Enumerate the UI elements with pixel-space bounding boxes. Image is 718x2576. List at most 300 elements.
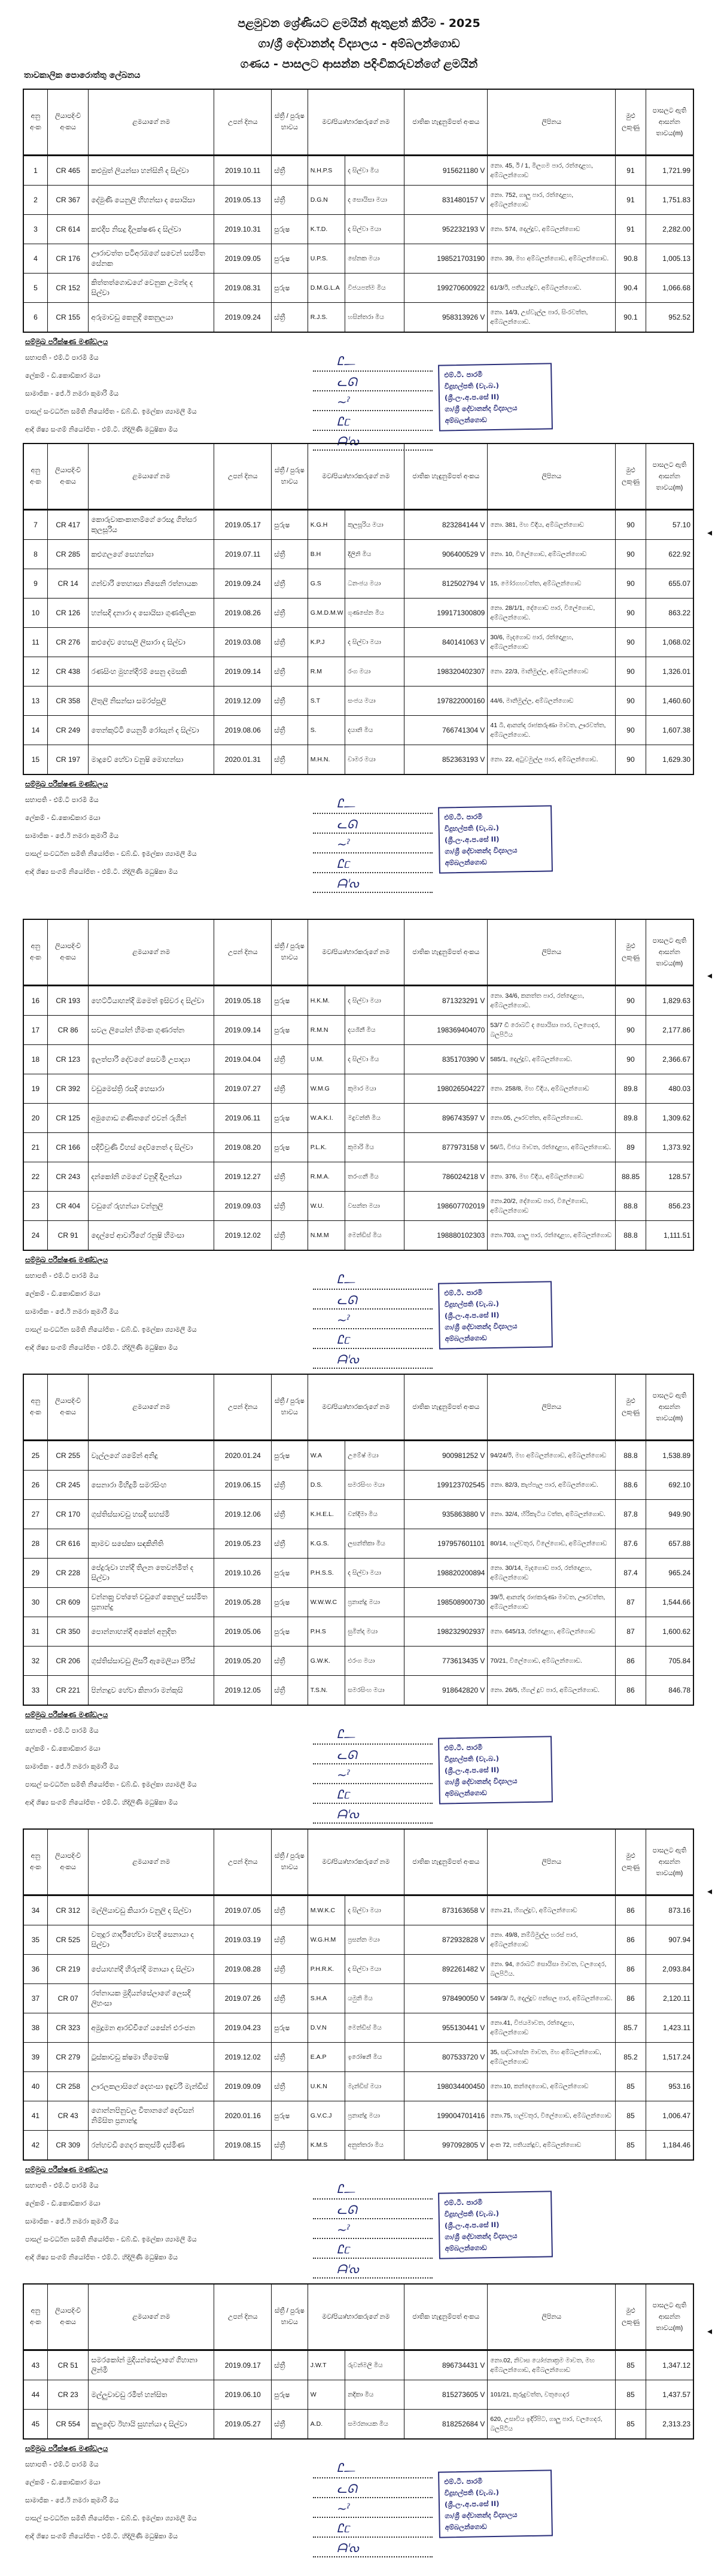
stamp-line: අම්බලන්ගොඩ — [445, 858, 487, 867]
child-name-cell: ගුස්තිස්සාවඩු ලිසරි ඇමෙලියා පීරිස් — [89, 1647, 214, 1676]
col-header-nic: ජාතික හැඳුනුම්පත් අංකය — [404, 443, 488, 510]
address-cell: නො.10, කන්දෙගොඩ, අම්බලන්ගොඩ — [488, 2072, 616, 2101]
parent-name-cell: ලසන්තිකා මිය — [345, 1529, 404, 1559]
col-header-gender: ස්ත්‍රී / පුරුෂ භාවය — [272, 1374, 308, 1441]
row-number-cell: 21 — [23, 1133, 47, 1162]
parent-name-cell: දයශිනී මිය — [345, 1016, 404, 1045]
distance-to-school-cell: 2,366.67 — [646, 1045, 693, 1074]
col-header-dob: උපන් දිනය — [214, 1374, 272, 1441]
table-header-row — [23, 919, 693, 986]
signature: Ꮭ᎗ — [337, 796, 355, 810]
margin-mark-icon: ◂ — [707, 1885, 713, 1897]
total-marks-cell: 90 — [616, 599, 646, 628]
gender-cell: ස්ත්‍රී — [272, 2350, 308, 2380]
distance-to-school-cell: 2,313.23 — [646, 2410, 693, 2440]
parent-name-cell: ද සිල්වා මයා — [345, 628, 404, 657]
total-marks-cell: 86 — [616, 1955, 646, 1984]
gender-cell: ස්ත්‍රී — [272, 1955, 308, 1984]
nic-number-cell: 871323291 V — [404, 986, 488, 1016]
stamp-line: එම්.ටී. පාරමී — [444, 1288, 483, 1298]
parent-initials-cell: S. — [308, 716, 345, 745]
committee-title: සම්මුඛ පරීක්ෂණ මණ්ඩලය — [25, 338, 108, 346]
col-header-parent: මව/පියා/භාරකරුගේ නම — [308, 1829, 404, 1895]
col-header-distance: පාසලට ඇති ආසන්න තාවය(m) — [646, 919, 693, 986]
row-number-cell: 3 — [23, 215, 47, 244]
table-row — [23, 745, 693, 775]
registration-number-cell: CR 07 — [47, 1984, 89, 2013]
parent-name-cell: ද සිල්වා මයා — [345, 1955, 404, 1984]
row-number-cell: 18 — [23, 1045, 47, 1074]
parent-name-cell: රුවන්මලි මිය — [345, 2350, 404, 2380]
registration-number-cell: CR 23 — [47, 2380, 89, 2410]
registration-number-cell: CR 123 — [47, 1045, 89, 1074]
birth-date-cell: 2019.08.28 — [214, 1955, 272, 1984]
address-cell: 61/3/ඊ, පතියන්දූව, අම්බලන්ගොඩ. — [488, 274, 616, 303]
signature-line — [313, 352, 433, 372]
committee-title: සම්මුඛ පරීක්ෂණ මණ්ඩලය — [25, 2165, 108, 2174]
col-header-parent: මව/පියා/භාරකරුගේ නම — [308, 2284, 404, 2350]
birth-date-cell: 2019.09.24 — [214, 569, 272, 599]
admission-section — [23, 1828, 694, 2297]
address-cell: නො. 49/8, නම්බිමුල්ල හරස් පාර, අම්බලන්ගොඩ — [488, 1925, 616, 1955]
col-header-nic: ජාතික හැඳුනුම්පත් අංකය — [404, 919, 488, 986]
registration-number-cell: CR 91 — [47, 1221, 89, 1251]
admission-table — [23, 1374, 694, 1706]
address-cell: 15, මෝරගහවත්ත, අම්බලන්ගොඩ — [488, 569, 616, 599]
col-header-reg: ලියාපදිංචි අංකය — [47, 89, 89, 156]
nic-number-cell: 896734431 V — [404, 2350, 488, 2380]
row-number-cell: 1 — [23, 156, 47, 186]
address-cell: 39/ඊ, ආනන්ද රාජකරුණා මාවත, ඌරවත්ත, අම්බලන්ගොඩ — [488, 1588, 616, 1617]
birth-date-cell: 2019.10.26 — [214, 1559, 272, 1588]
col-header-reg: ලියාපදිංචි අංකය — [47, 919, 89, 986]
table-row — [23, 303, 693, 333]
signature-line — [313, 1804, 433, 1824]
registration-number-cell: CR 221 — [47, 1676, 89, 1706]
distance-to-school-cell: 1,721.99 — [646, 156, 693, 186]
total-marks-cell: 87 — [616, 1588, 646, 1617]
child-name-cell: සවල ලියෝන් හිමංක ගුණරත්න — [89, 1016, 214, 1045]
principal-stamp — [438, 1736, 553, 1804]
signature-column — [313, 794, 433, 893]
stamp-line: ගා/ශ්‍රී දේවානන්ද විද්‍යාලය — [445, 1322, 518, 1332]
total-marks-cell: 90 — [616, 745, 646, 775]
interview-committee — [23, 780, 694, 912]
distance-to-school-cell: 692.10 — [646, 1471, 693, 1500]
registration-number-cell: CR 350 — [47, 1617, 89, 1647]
table-row — [23, 1441, 693, 1471]
registration-number-cell: CR 279 — [47, 2043, 89, 2072]
address-cell: 30/6, මැදගොඩ පාර, රත්දොළහ, අම්බලන්ගොඩ — [488, 628, 616, 657]
gender-cell: ස්ත්‍රී — [272, 2072, 308, 2101]
principal-stamp — [438, 2469, 553, 2538]
distance-to-school-cell: 907.94 — [646, 1925, 693, 1955]
col-header-parent: මව/පියා/භාරකරුගේ නම — [308, 919, 404, 986]
table-header-row — [23, 1829, 693, 1895]
address-cell: 94/24/ඊ, මහ අම්බලන්ගොඩ, අම්බලන්ගොඩ — [488, 1441, 616, 1471]
distance-to-school-cell: 953.16 — [646, 2072, 693, 2101]
registration-number-cell: CR 43 — [47, 2101, 89, 2131]
address-cell: නො. 22, අටුවමුල්ල පාර, අම්බලන්ගොඩ. — [488, 745, 616, 775]
nic-number-cell: 199004701416 — [404, 2101, 488, 2131]
row-number-cell: 14 — [23, 716, 47, 745]
stamp-line: (ශ්‍රී.ලං.අ.ප.සේ II) — [444, 834, 500, 845]
address-cell: නො.05, ඌරවත්ත, අම්බලන්ගොඩ. — [488, 1104, 616, 1133]
row-number-cell: 40 — [23, 2072, 47, 2101]
col-header-address: ලිපිනය — [488, 1374, 616, 1441]
parent-name-cell: ප්‍රනාන්දු මයා — [345, 1588, 404, 1617]
signature: ᗩᑊᔓ — [337, 2262, 359, 2276]
gender-cell: ස්ත්‍රී — [272, 1647, 308, 1676]
total-marks-cell: 90 — [616, 686, 646, 716]
parent-name-cell: ගුණසේන මිය — [345, 599, 404, 628]
gender-cell: පුරුෂ — [272, 274, 308, 303]
committee-member: ආදි ශිෂ්‍ය සංගම් නියෝජිත - එම්.ටී. හිදිලිණි මධුෂිකා මිය — [25, 2253, 178, 2261]
parent-initials-cell: G.V.C.J — [308, 2101, 345, 2131]
birth-date-cell: 2019.06.10 — [214, 2380, 272, 2410]
address-cell: නො.703, ගාලු පාර, රත්දොළහ, අම්බලන්ගොඩ — [488, 1221, 616, 1251]
address-cell: 56/බී, විජය මාවත, රත්දොළහ, අම්බලන්ගොඩ. — [488, 1133, 616, 1162]
parent-initials-cell: U.K.N — [308, 2072, 345, 2101]
distance-to-school-cell: 2,093.84 — [646, 1955, 693, 1984]
parent-initials-cell: W.U. — [308, 1192, 345, 1221]
parent-name-cell: ද සිල්වා මිය — [345, 1045, 404, 1074]
distance-to-school-cell: 1,600.62 — [646, 1617, 693, 1647]
stamp-line: (ශ්‍රී.ලං.අ.ප.සේ II) — [444, 1310, 500, 1320]
admission-table — [23, 1828, 694, 2161]
parent-name-cell: ධනංජය මයා — [345, 569, 404, 599]
address-cell: 80/14, හල්වතුර, විලේගොඩ, අම්බලන්ගොඩ — [488, 1529, 616, 1559]
child-name-cell: රන්හවඩි ගෙදර කතුස්මි දස්මිණ — [89, 2131, 214, 2161]
signature-line — [313, 834, 433, 853]
table-row — [23, 1955, 693, 1984]
birth-date-cell: 2019.05.27 — [214, 2410, 272, 2440]
parent-name-cell: නදිකා මිය — [345, 2380, 404, 2410]
row-number-cell: 39 — [23, 2043, 47, 2072]
signature: Ꮭ᎗ — [337, 1272, 355, 1286]
gender-cell: ස්ත්‍රී — [272, 657, 308, 686]
registration-number-cell: CR 249 — [47, 716, 89, 745]
admission-section — [23, 1374, 694, 1842]
signature-line — [313, 814, 433, 834]
signature: Ꮭ᎗ — [337, 354, 355, 368]
address-cell: 549/3/ බී, දෙල්දූව පන්සල පාර, අම්බලන්ගොඩ. — [488, 1984, 616, 2013]
registration-number-cell: CR 525 — [47, 1925, 89, 1955]
address-cell: නො. 39, මහ අම්බලන්ගොඩ, අම්බලන්ගොඩ. — [488, 244, 616, 274]
child-name-cell: ඉලත්පාරි දේවගේ සෙවමි උපාද්‍යා — [89, 1045, 214, 1074]
address-cell: නො. 645/13, රත්දොළහ, අම්බලන්ගොඩ — [488, 1617, 616, 1647]
committee-member: පාසල් සංවර්ධන සමිති නියෝජිත - ඩබ්.ඩී. ඉමල්කා ශ්‍යාමලී මිය — [25, 1781, 197, 1788]
committee-member: පාසල් සංවර්ධන සමිති නියෝජිත - ඩබ්.ඩී. ඉමල්කා ශ්‍යාමලී මිය — [25, 2514, 197, 2522]
nic-number-cell: 198232902937 — [404, 1617, 488, 1647]
parent-initials-cell: P.L.K. — [308, 1133, 345, 1162]
registration-number-cell: CR 243 — [47, 1162, 89, 1192]
col-header-gender: ස්ත්‍රී / පුරුෂ භාවය — [272, 1829, 308, 1895]
interview-committee — [23, 2444, 694, 2576]
distance-to-school-cell: 856.23 — [646, 1192, 693, 1221]
table-row — [23, 186, 693, 215]
signature-line — [313, 1290, 433, 1310]
address-cell: නො. 574, දෙල්දූව, අම්බලන්ගොඩ — [488, 215, 616, 244]
total-marks-cell: 89 — [616, 1133, 646, 1162]
col-header-parent: මව/පියා/භාරකරුගේ නම — [308, 1374, 404, 1441]
table-row — [23, 1500, 693, 1529]
admission-table — [23, 2283, 694, 2440]
col-header-distance: පාසලට ඇති ආසන්න තාවය(m) — [646, 89, 693, 156]
child-name-cell: හෙට්ටියාහන්දි ඔමෙත් ඉසිවර ද සිල්වා — [89, 986, 214, 1016]
stamp-line: එම්.ටී. පාරමී — [444, 2198, 483, 2207]
parent-initials-cell: T.S.N. — [308, 1676, 345, 1706]
gender-cell: ස්ත්‍රී — [272, 599, 308, 628]
distance-to-school-cell: 863.22 — [646, 599, 693, 628]
signature-line — [313, 2459, 433, 2478]
child-name-cell: කළුදේව හෙසලි ලිසාරා ද සිල්වා — [89, 628, 214, 657]
committee-member: පාසල් සංවර්ධන සමිති නියෝජිත - ඩබ්.ඩී. ඉමල්කා ශ්‍යාමලී මිය — [25, 850, 197, 858]
parent-name-cell: චාමර මයා — [345, 745, 404, 775]
parent-name-cell: මෙන්ඩිස් මිය — [345, 1221, 404, 1251]
signature-line — [313, 1725, 433, 1745]
committee-member: ආදි ශිෂ්‍ය සංගම් නියෝජිත - එම්.ටී. හිදිලිණි මධුෂිකා මිය — [25, 1799, 178, 1806]
distance-to-school-cell: 1,437.57 — [646, 2380, 693, 2410]
nic-number-cell: 786024218 V — [404, 1162, 488, 1192]
parent-name-cell: වසන්ත මයා — [345, 1192, 404, 1221]
row-number-cell: 2 — [23, 186, 47, 215]
nic-number-cell: 892261482 V — [404, 1955, 488, 1984]
table-row — [23, 657, 693, 686]
row-number-cell: 35 — [23, 1925, 47, 1955]
interview-committee — [23, 1711, 694, 1842]
birth-date-cell: 2020.01.31 — [214, 745, 272, 775]
signature: ᗩᑊᔓ — [337, 434, 359, 448]
registration-number-cell: CR 465 — [47, 156, 89, 186]
col-header-gender: ස්ත්‍රී / පුරුෂ භාවය — [272, 2284, 308, 2350]
table-row — [23, 1104, 693, 1133]
registration-number-cell: CR 86 — [47, 1016, 89, 1045]
committee-member: ලේකම් - ඩී.කොඩිකාර මයා — [25, 1745, 101, 1752]
birth-date-cell: 2019.05.28 — [214, 1588, 272, 1617]
child-name-cell: සෙනාරා මිහිදුමි සමරසිංහ — [89, 1471, 214, 1500]
committee-member: පාසල් සංවර්ධන සමිති නියෝජිත - ඩබ්.ඩී. ඉමල්කා ශ්‍යාමලී මිය — [25, 408, 197, 415]
row-number-cell: 34 — [23, 1895, 47, 1925]
row-number-cell: 17 — [23, 1016, 47, 1045]
birth-date-cell: 2019.09.14 — [214, 657, 272, 686]
parent-initials-cell: S.H.A — [308, 1984, 345, 2013]
table-row — [23, 1984, 693, 2013]
signature: ᗩᑊᔓ — [337, 876, 359, 891]
committee-title: සම්මුඛ පරීක්ෂණ මණ්ඩලය — [25, 780, 108, 788]
parent-initials-cell: N.M.M — [308, 1221, 345, 1251]
total-marks-cell: 91 — [616, 215, 646, 244]
signature: ᗩᑊᔓ — [337, 1352, 359, 1366]
gender-cell: ස්ත්‍රී — [272, 303, 308, 333]
parent-name-cell: දිලිනි මිය — [345, 540, 404, 569]
gender-cell: ස්ත්‍රී — [272, 156, 308, 186]
table-row — [23, 215, 693, 244]
admission-table — [23, 919, 694, 1251]
distance-to-school-cell: 1,829.63 — [646, 986, 693, 1016]
signature-column — [313, 1270, 433, 1369]
child-name-cell: මල්ලුවාවඩු රමිත් හන්සිත — [89, 2380, 214, 2410]
stamp-line: ගා/ශ්‍රී දේවානන්ද විද්‍යාලය — [445, 2510, 518, 2520]
parent-initials-cell: A.D. — [308, 2410, 345, 2440]
nic-number-cell: 955130441 V — [404, 2013, 488, 2043]
stamp-line: ගා/ශ්‍රී දේවානන්ද විද්‍යාලය — [445, 2231, 518, 2241]
table-row — [23, 1045, 693, 1074]
birth-date-cell: 2019.08.15 — [214, 2131, 272, 2161]
interview-committee — [23, 2165, 694, 2297]
table-row — [23, 1529, 693, 1559]
signature-line — [313, 411, 433, 431]
stamp-line: එම්.ටී. පාරමී — [444, 1743, 483, 1752]
child-name-cell: පොන්නාහන්දි අකේන් අනුදිත — [89, 1617, 214, 1647]
registration-number-cell: CR 219 — [47, 1955, 89, 1984]
parent-initials-cell: K.T.D. — [308, 215, 345, 244]
committee-member: සභාපති - එම්.ටී පාරමී මිය — [25, 1727, 99, 1734]
nic-number-cell: 198607702019 — [404, 1192, 488, 1221]
nic-number-cell: 997092805 V — [404, 2131, 488, 2161]
col-header-address: ලිපිනය — [488, 919, 616, 986]
child-name-cell: සමරකෝන් මුදියන්සේලාගේ ගිහානා ලින්මි — [89, 2350, 214, 2380]
row-number-cell: 38 — [23, 2013, 47, 2043]
registration-number-cell: CR 155 — [47, 303, 89, 333]
birth-date-cell: 2019.05.23 — [214, 1529, 272, 1559]
distance-to-school-cell: 873.16 — [646, 1895, 693, 1925]
distance-to-school-cell: 1,607.38 — [646, 716, 693, 745]
birth-date-cell: 2019.07.11 — [214, 540, 272, 569]
table-row — [23, 274, 693, 303]
parent-name-cell: මෙන්ඩිස් මිය — [345, 2013, 404, 2043]
school-name: ගා/ශ්‍රී දේවානන්ද විද්‍යාලය - අම්බලන්ගොඩ — [258, 37, 460, 50]
total-marks-cell: 90 — [616, 657, 646, 686]
table-body — [23, 1895, 693, 2161]
gender-cell: පුරුෂ — [272, 986, 308, 1016]
parent-initials-cell: G.S — [308, 569, 345, 599]
address-cell: අංක 72, පතියන්දූව, අම්බලන්ගොඩ — [488, 2131, 616, 2161]
birth-date-cell: 2019.07.26 — [214, 1984, 272, 2013]
birth-date-cell: 2019.04.04 — [214, 1045, 272, 1074]
table-row — [23, 1192, 693, 1221]
table-row — [23, 1588, 693, 1617]
col-header-distance: පාසලට ඇති ආසන්න තාවය(m) — [646, 1374, 693, 1441]
stamp-line: ගා/ශ්‍රී දේවානන්ද විද්‍යාලය — [445, 846, 518, 856]
committee-member: සභාපති - එම්.ටී පාරමී මිය — [25, 354, 99, 362]
parent-name-cell: ද සිල්වා මයා — [345, 215, 404, 244]
nic-number-cell: 199171300809 — [404, 599, 488, 628]
registration-number-cell: CR 614 — [47, 215, 89, 244]
stamp-line: අම්බලන්ගොඩ — [445, 2522, 487, 2532]
address-cell: 585/1, දෙල්දූව, අම්බලන්ගොඩ. — [488, 1045, 616, 1074]
row-number-cell: 37 — [23, 1984, 47, 2013]
nic-number-cell: 199123702545 — [404, 1471, 488, 1500]
signature-line — [313, 2180, 433, 2200]
child-name-cell: පේදුරුවා හන්දි තිලන තෙවන්මිත් ද සිල්වා — [89, 1559, 214, 1588]
col-header-address: ලිපිනය — [488, 443, 616, 510]
row-number-cell: 19 — [23, 1074, 47, 1104]
row-number-cell: 41 — [23, 2101, 47, 2131]
birth-date-cell: 2019.05.13 — [214, 186, 272, 215]
address-cell: නො. 45, ඊ / 1, මිලගම පාර, රත්දොළහ, අම්බලන්ගොඩ — [488, 156, 616, 186]
stamp-line: (ශ්‍රී.ලං.අ.ප.සේ II) — [444, 2220, 500, 2230]
table-row — [23, 1647, 693, 1676]
col-header-address: ලිපිනය — [488, 2284, 616, 2350]
parent-initials-cell: W.A.K.I. — [308, 1104, 345, 1133]
committee-member: සාමාජික - ජේ.ඊ නමරා කුමාරි මිය — [25, 390, 119, 397]
nic-number-cell: 198026504227 — [404, 1074, 488, 1104]
row-number-cell: 11 — [23, 628, 47, 657]
col-header-marks: මුළු ලකුණු — [616, 1829, 646, 1895]
parent-initials-cell: D.G.N — [308, 186, 345, 215]
distance-to-school-cell: 952.52 — [646, 303, 693, 333]
address-cell: නො.20/2, දේගොඩ පාර, විලේගොඩ, අම්බලන්ගොඩ — [488, 1192, 616, 1221]
parent-name-cell: සංජය මයා — [345, 686, 404, 716]
total-marks-cell: 85 — [616, 2131, 646, 2161]
address-cell: නො. 22/3, මානිමුල්ල, අම්බලන්ගොඩ — [488, 657, 616, 686]
distance-to-school-cell: 1,538.89 — [646, 1441, 693, 1471]
registration-number-cell: CR 170 — [47, 1500, 89, 1529]
parent-name-cell: ද සොයිසා මයා — [345, 186, 404, 215]
registration-number-cell: CR 309 — [47, 2131, 89, 2161]
birth-date-cell: 2019.09.24 — [214, 303, 272, 333]
distance-to-school-cell: 1,373.92 — [646, 1133, 693, 1162]
col-header-distance: පාසලට ඇති ආසන්න තාවය(m) — [646, 2284, 693, 2350]
gender-cell: පුරුෂ — [272, 1559, 308, 1588]
signature-line — [313, 2219, 433, 2239]
signature-column — [313, 1725, 433, 1824]
distance-to-school-cell: 1,006.47 — [646, 2101, 693, 2131]
address-cell: නො.75, හල්වතුර, විලේගොඩ, අම්බලන්ගොඩ — [488, 2101, 616, 2131]
birth-date-cell: 2019.08.26 — [214, 599, 272, 628]
parent-name-cell: සමරසිංහ මයා — [345, 1471, 404, 1500]
signature-line — [313, 1745, 433, 1764]
nic-number-cell: 198320402307 — [404, 657, 488, 686]
col-header-distance: පාසලට ඇති ආසන්න තාවය(m) — [646, 443, 693, 510]
col-header-marks: මුළු ලකුණු — [616, 2284, 646, 2350]
total-marks-cell: 85.2 — [616, 2043, 646, 2072]
signature-line — [313, 794, 433, 814]
birth-date-cell: 2019.09.17 — [214, 2350, 272, 2380]
stamp-line: අම්බලන්ගොඩ — [445, 1333, 487, 1343]
col-header-nic: ජාතික හැඳුනුම්පත් අංකය — [404, 1374, 488, 1441]
stamp-line: විදුහල්පති (වැ.බ.) — [444, 1299, 500, 1309]
nic-number-cell: 877973158 V — [404, 1133, 488, 1162]
row-number-cell: 30 — [23, 1588, 47, 1617]
total-marks-cell: 87.4 — [616, 1559, 646, 1588]
parent-initials-cell: P.H.S — [308, 1617, 345, 1647]
signature-column — [313, 2459, 433, 2557]
registration-number-cell: CR 166 — [47, 1133, 89, 1162]
child-name-cell: තෙන්කුට්ටි යෙනුමි රෝසැන් ද සිල්වා — [89, 716, 214, 745]
signature-line — [313, 1329, 433, 1349]
row-number-cell: 15 — [23, 745, 47, 775]
table-row — [23, 1925, 693, 1955]
principal-stamp — [438, 1281, 553, 1349]
signature-line — [313, 853, 433, 873]
stamp-line: විදුහල්පති (වැ.බ.) — [444, 823, 500, 833]
margin-mark-icon: ◂ — [707, 527, 713, 538]
parent-name-cell: ප්‍රනාන්දු මයා — [345, 2101, 404, 2131]
birth-date-cell: 2019.03.08 — [214, 628, 272, 657]
parent-name-cell: ද සිල්වා මයා — [345, 986, 404, 1016]
gender-cell: ස්ත්‍රී — [272, 1895, 308, 1925]
parent-name-cell: සමරසිංහ මයා — [345, 1676, 404, 1706]
parent-initials-cell: J.W.T — [308, 2350, 345, 2380]
principal-stamp — [438, 363, 553, 431]
stamp-line: විදුහල්පති (වැ.බ.) — [444, 2487, 500, 2498]
row-number-cell: 33 — [23, 1676, 47, 1706]
signature-line — [313, 1784, 433, 1804]
registration-number-cell: CR 206 — [47, 1647, 89, 1676]
gender-cell: පුරුෂ — [272, 1104, 308, 1133]
